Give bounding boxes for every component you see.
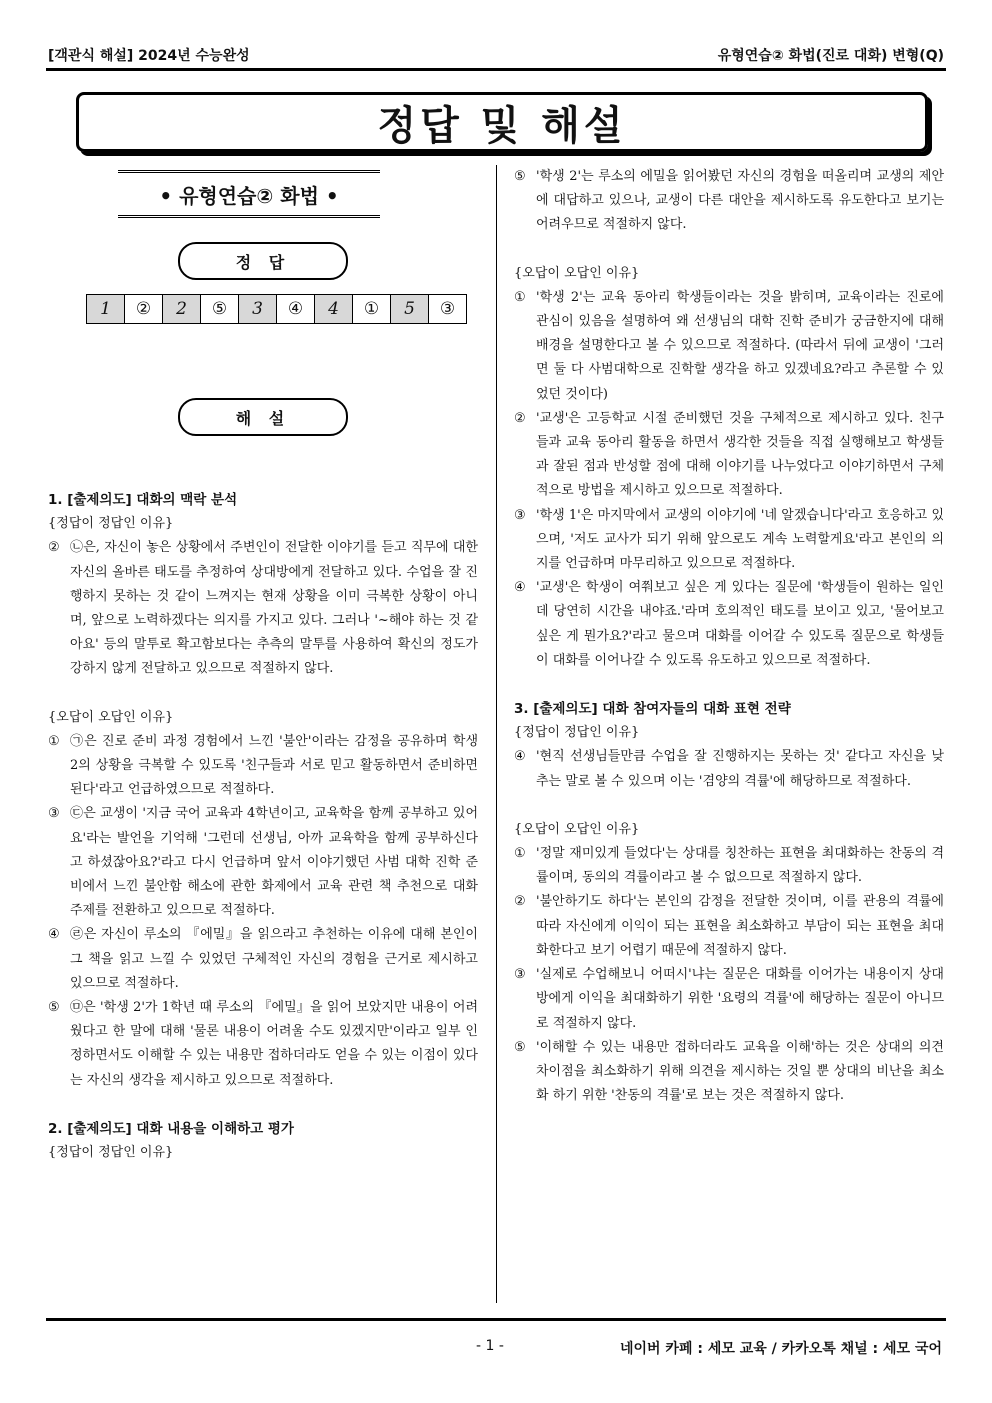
item-text: '학생 2'는 교육 동아리 학생들이라는 것을 밝히며, 교육이라는 진로에 관심이 있음을 설명하여 왜 선생님의 대학 진학 준비가 궁금한지에 대해 배경을 설명한다고 볼 수 있으므로 적절하다. (따라서 뒤에 교생이 '그러면 둘 다 사범대학으로 진학할 생각을 하고 있겠네요?라고 추론할 수 있었던 것이다) [536, 289, 944, 402]
item-number: ④ [514, 580, 526, 596]
explanation-item [514, 407, 944, 504]
explanation-item [514, 1036, 944, 1109]
item-text: '이해할 수 있는 내용만 접하더라도 교육을 이해'하는 것은 상대의 의견 차이점을 최소화하기 위해 의견을 제시하는 것일 뿐 상대의 비난을 최소화 하기 위한 '찬동의 격률'로 보는 것은 적절하지 않다. [536, 1039, 944, 1104]
question-2-title: 2. [출제의도] 대화 내용을 이해하고 평가 [48, 1120, 294, 1137]
footer-rule [46, 1318, 946, 1321]
answer-table [86, 294, 467, 324]
answer-choice: ④ [277, 295, 315, 324]
item-text: ㉡은, 자신이 놓은 상황에서 주변인이 전달한 이야기를 듣고 직무에 대한 자신의 올바른 태도를 추정하여 상대방에게 전달하고 있다. 수업을 잘 진행하지 못하는 것 같이 느껴지는 현재 상황을 이미 극복한 상황이 아니며, 앞으로 노력하겠다는 의지를 가지고 있다. 그러나 '~해야 하는 것 같아요' 등의 말투로 확고함보다는 추측의 말투를 사용하여 확신의 정도가 강하지 않게 전달하고 있으므로 적절하지 않다. [70, 540, 478, 677]
item-text: '불안하기도 하다'는 본인의 감정을 전달한 것이며, 이를 관용의 격률에 따라 자신에게 이익이 되는 표현을 최소화하고 부담이 되는 표현을 최대화한다고 보기 어렵기 때문에 적절하지 않다. [536, 894, 944, 958]
item-number: ① [48, 733, 60, 749]
item-text: ㉠은 진로 준비 과정 경험에서 느낀 '불안'이라는 감정을 공유하며 학생 2의 상황을 극복할 수 있도록 '친구들과 서로 믿고 활동하면서 준비하면 된다'라고 언급하였으므로 적절하다. [70, 733, 478, 798]
question-3-title: 3. [출제의도] 대화 참여자들의 대화 표현 전략 [514, 701, 791, 718]
explanation-item [48, 536, 478, 681]
explanation-item [514, 842, 944, 890]
right-column [514, 165, 944, 1108]
question-1-title: 1. [출제의도] 대화의 맥락 분석 [48, 492, 238, 508]
item-number: ③ [514, 507, 526, 523]
answer-q-number: 2 [163, 295, 201, 324]
item-text: '현직 선생님들만큼 수업을 잘 진행하지는 못하는 것' 같다고 자신을 낮추는 말로 볼 수 있으며 이는 '겸양의 격률'에 해당하므로 적절하다. [536, 749, 944, 789]
correct-reason-heading: {정답이 정답인 이유} [48, 1145, 174, 1161]
answer-q-number: 4 [315, 295, 353, 324]
item-number: ② [514, 410, 526, 426]
column-divider [496, 165, 497, 1303]
answer-label: 정 답 [178, 242, 348, 280]
answer-choice: ① [353, 295, 391, 324]
wrong-reason-heading: {오답이 오답인 이유} [514, 265, 640, 281]
item-number: ⑤ [48, 1000, 60, 1016]
item-number: ② [514, 894, 526, 910]
item-number: ③ [48, 806, 60, 822]
answer-q-number: 1 [87, 295, 125, 324]
item-text: '실제로 수업해보니 어떠시'냐는 질문은 대화를 이어가는 내용이지 상대방에게 이익을 최대화하기 위한 '요령의 격률'에 해당하는 질문이 아니므로 적절하지 않다. [536, 967, 944, 1031]
explanation-item [514, 890, 944, 963]
answer-choice: ② [125, 295, 163, 324]
item-text: ㉤은 '학생 2'가 1학년 때 루소의 『에밀』을 읽어 보았지만 내용이 어려웠다고 한 말에 대해 '물론 내용이 어려울 수도 있겠지만'이라고 일부 인정하면서도 이해할 수 있는 내용만 접하더라도 얻을 수 있는 이점이 있다는 자신의 생각을 제시하고 있으므로 적절하다. [70, 1000, 478, 1088]
explanation-item [48, 730, 478, 803]
item-text: '학생 2'는 루소의 에밀을 읽어봤던 자신의 경험을 떠올리며 교생의 제안에 대답하고 있으나, 교생이 다른 대안을 제시하도록 유도한다고 보기는 어려우므로 적절하지 않다. [536, 169, 944, 233]
explanation-item [514, 576, 944, 673]
item-text: '정말 재미있게 들었다'는 상대를 칭찬하는 표현을 최대화하는 찬동의 격률이며, 동의의 격률이라고 볼 수 없으므로 적절하지 않다. [536, 846, 944, 886]
explanation-item [514, 963, 944, 1036]
explanation-item [48, 923, 478, 996]
wrong-reason-heading: {오답이 오답인 이유} [514, 821, 640, 837]
item-number: ① [514, 289, 526, 305]
item-text: '교생'은 고등학교 시절 준비했던 것을 구체적으로 제시하고 있다. 친구들과 교육 동아리 활동을 하면서 생각한 것들을 직접 실행해보고 학생들과 잘된 점과 반성할 점에 대해 이야기를 나누었다고 이야기하면서 구체적으로 방법을 제시하고 있으므로 적절하다. [536, 410, 944, 499]
item-text: ㉣은 자신이 루소의 『에밀』을 읽으라고 추천하는 이유에 대해 본인이 그 책을 읽고 느낄 수 있었던 구체적인 자신의 경험을 근거로 제시하고 있으므로 적절하다. [70, 927, 478, 991]
explanation-item [48, 996, 478, 1093]
correct-reason-heading: {정답이 정답인 이유} [514, 725, 640, 741]
item-number: ⑤ [514, 1039, 526, 1055]
item-number: ③ [514, 967, 526, 983]
answer-choice: ⑤ [201, 295, 239, 324]
item-number: ⑤ [514, 169, 526, 184]
item-text: '학생 1'은 마지막에서 교생의 이야기에 '네 알겠습니다'라고 호응하고 있으며, '저도 교사가 되기 위해 앞으로도 계속 노력할게요'라고 본인의 의지를 언급하며 마무리하고 있으므로 적절하다. [536, 507, 944, 572]
item-number: ④ [514, 749, 526, 765]
explanation-item [514, 286, 944, 407]
item-number: ④ [48, 927, 60, 943]
wrong-reason-heading: {오답이 오답인 이유} [48, 709, 174, 725]
left-column [48, 488, 478, 1165]
header-right: 유형연습② 화법(진로 대화) 변형(Q) [717, 48, 944, 64]
explanation-label: 해 설 [178, 398, 348, 436]
header-rule [46, 68, 946, 71]
footer-credit: 네이버 카페 : 세모 교육 / 카카오톡 채널 : 세모 국어 [619, 1341, 942, 1357]
explanation-item [514, 504, 944, 577]
item-text: '교생'은 학생이 여쭤보고 싶은 게 있다는 질문에 '학생들이 원하는 일인데 당연히 시간을 내야죠.'라며 호의적인 태도를 보이고 있고, '물어보고 싶은 게 뭔가요?'라고 물으며 대화를 이어갈 수 있도록 질문으로 학생들이 대화를 이어나갈 수 있도록 유도하고 있으므로 적절하다. [536, 580, 944, 668]
item-number: ② [48, 540, 60, 556]
page-number: - 1 - [476, 1338, 504, 1354]
explanation-item [514, 165, 944, 238]
explanation-item [48, 802, 478, 923]
explanation-item [514, 745, 944, 793]
answer-q-number: 5 [391, 295, 429, 324]
correct-reason-heading: {정답이 정답인 이유} [48, 516, 174, 532]
section-heading: • 유형연습② 화법 • [118, 170, 380, 218]
page-title: 정답 및 해설 [76, 92, 928, 152]
item-text: ㉢은 교생이 '지금 국어 교육과 4학년이고, 교육학을 함께 공부하고 있어요'라는 발언을 기억해 '그런데 선생님, 아까 교육학을 함께 공부하신다고 하셨잖아요?'라고 다시 언급하며 앞서 이야기했던 사범 대학 진학 준비에서 느낀 불안함 해소에 관한 화제에서 교육 관련 책 추천으로 대화 주제를 전환하고 있으므로 적절하다. [70, 806, 478, 919]
item-number: ① [514, 846, 526, 862]
header-left: [객관식 해설] 2024년 수능완성 [48, 48, 250, 64]
answer-q-number: 3 [239, 295, 277, 324]
answer-choice: ③ [429, 295, 467, 324]
